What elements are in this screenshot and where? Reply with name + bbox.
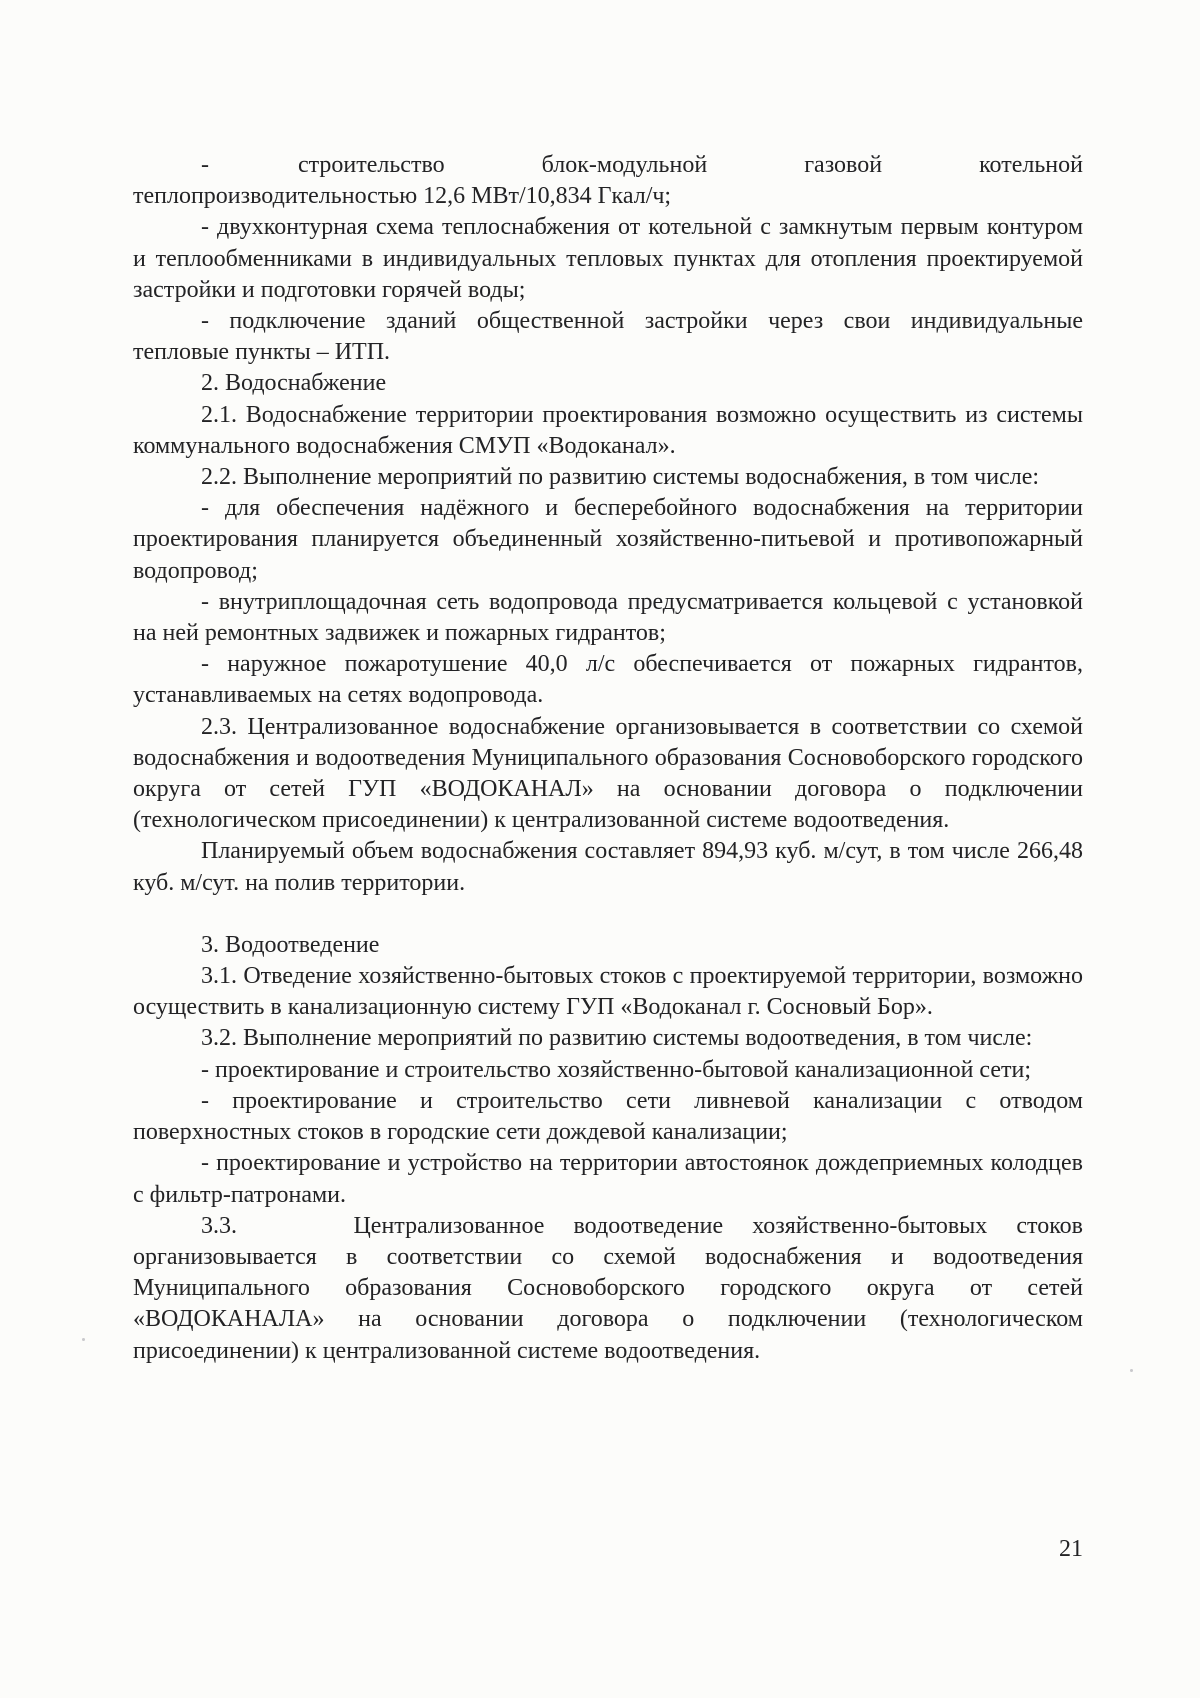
paragraph-sewer-network: - проектирование и строительство хозяйственно-бытовой канализационной сети;	[201, 1056, 1032, 1083]
blank-line	[133, 899, 1083, 930]
scan-speck	[1130, 1369, 1133, 1372]
section-heading-drainage: 3. Водоотведение	[201, 931, 380, 958]
paragraph-ring-network: - внутриплощадочная сеть водопровода предусматривается кольцевой с установкой на ней ремонтных задвижек и пожарных гидрантов;	[133, 588, 1083, 647]
paragraph-2-1: 2.1. Водоснабжение территории проектирования возможно осуществить из системы коммунального водоснабжения СМУП «Водоканал».	[133, 401, 1083, 459]
paragraph-storm-sewer: - проектирование и строительство сети ливневой канализации с отводом поверхностных стоков в городские сети дождевой канализации;	[133, 1087, 1083, 1146]
paragraph-building-connection: - подключение зданий общественной застройки через свои индивидуальные тепловые пункты – ИТП.	[133, 308, 1083, 366]
paragraph-2-3: 2.3. Централизованное водоснабжение организовывается в соответствии со схемой водоснабжения и водоотведения Муниципального образования Сосновоборского городского округа от сетей ГУП «ВОДОКАНАЛ» на основании договора о подключении (технологическом присоединении) к централизованной системе водоотведения.	[133, 713, 1083, 834]
paragraph-reliable-supply: - для обеспечения надёжного и бесперебойного водоснабжения на территории проектирования планируется объединенный хозяйственно-питьевой и противопожарный водопровод;	[133, 495, 1083, 584]
paragraph-boiler-construction: - строительство блок-модульной газовой котельной теплопроизводительностью 12,6 МВт/10,834 Гкал/ч;	[133, 152, 1083, 210]
paragraph-3-3: 3.3. Централизованное водоотведение хозяйственно-бытовых стоков организовывается в соответствии со схемой водоснабжения и водоотведения Муниципального образования Сосновоборского городского округа от сетей «ВОДОКАНАЛА» на основании договора о подключении (технологическом присоединении) к централизованной системе водоотведения.	[133, 1212, 1083, 1364]
paragraph-heating-scheme: - двухконтурная схема теплоснабжения от котельной с замкнутым первым контуром и теплообменниками в индивидуальных тепловых пунктах для отопления проектируемой застройки и подготовки горячей воды;	[133, 214, 1083, 303]
paragraph-3-1: 3.1. Отведение хозяйственно-бытовых стоков с проектируемой территории, возможно осуществить в канализационную систему ГУП «Водоканал г. Сосновый Бор».	[133, 963, 1083, 1021]
section-heading-water-supply: 2. Водоснабжение	[201, 370, 387, 397]
paragraph-fire-extinguishing: - наружное пожаротушение 40,0 л/с обеспечивается от пожарных гидрантов, устанавливаемых на сетях водопровода.	[133, 651, 1083, 709]
scan-speck	[82, 1338, 85, 1341]
paragraph-storm-inlets: - проектирование и устройство на территории автостоянок дождеприемных колодцев с фильтр-патронами.	[133, 1150, 1083, 1208]
paragraph-2-2: 2.2. Выполнение мероприятий по развитию системы водоснабжения, в том числе:	[201, 464, 1040, 491]
paragraph-3-2: 3.2. Выполнение мероприятий по развитию системы водоотведения, в том числе:	[201, 1025, 1033, 1052]
page-number: 21	[1059, 1536, 1083, 1562]
paragraph-planned-volume: Планируемый объем водоснабжения составляет 894,93 куб. м/сут, в том числе 266,48 куб. м/сут. на полив территории.	[133, 838, 1083, 896]
document-body	[133, 150, 1083, 1367]
